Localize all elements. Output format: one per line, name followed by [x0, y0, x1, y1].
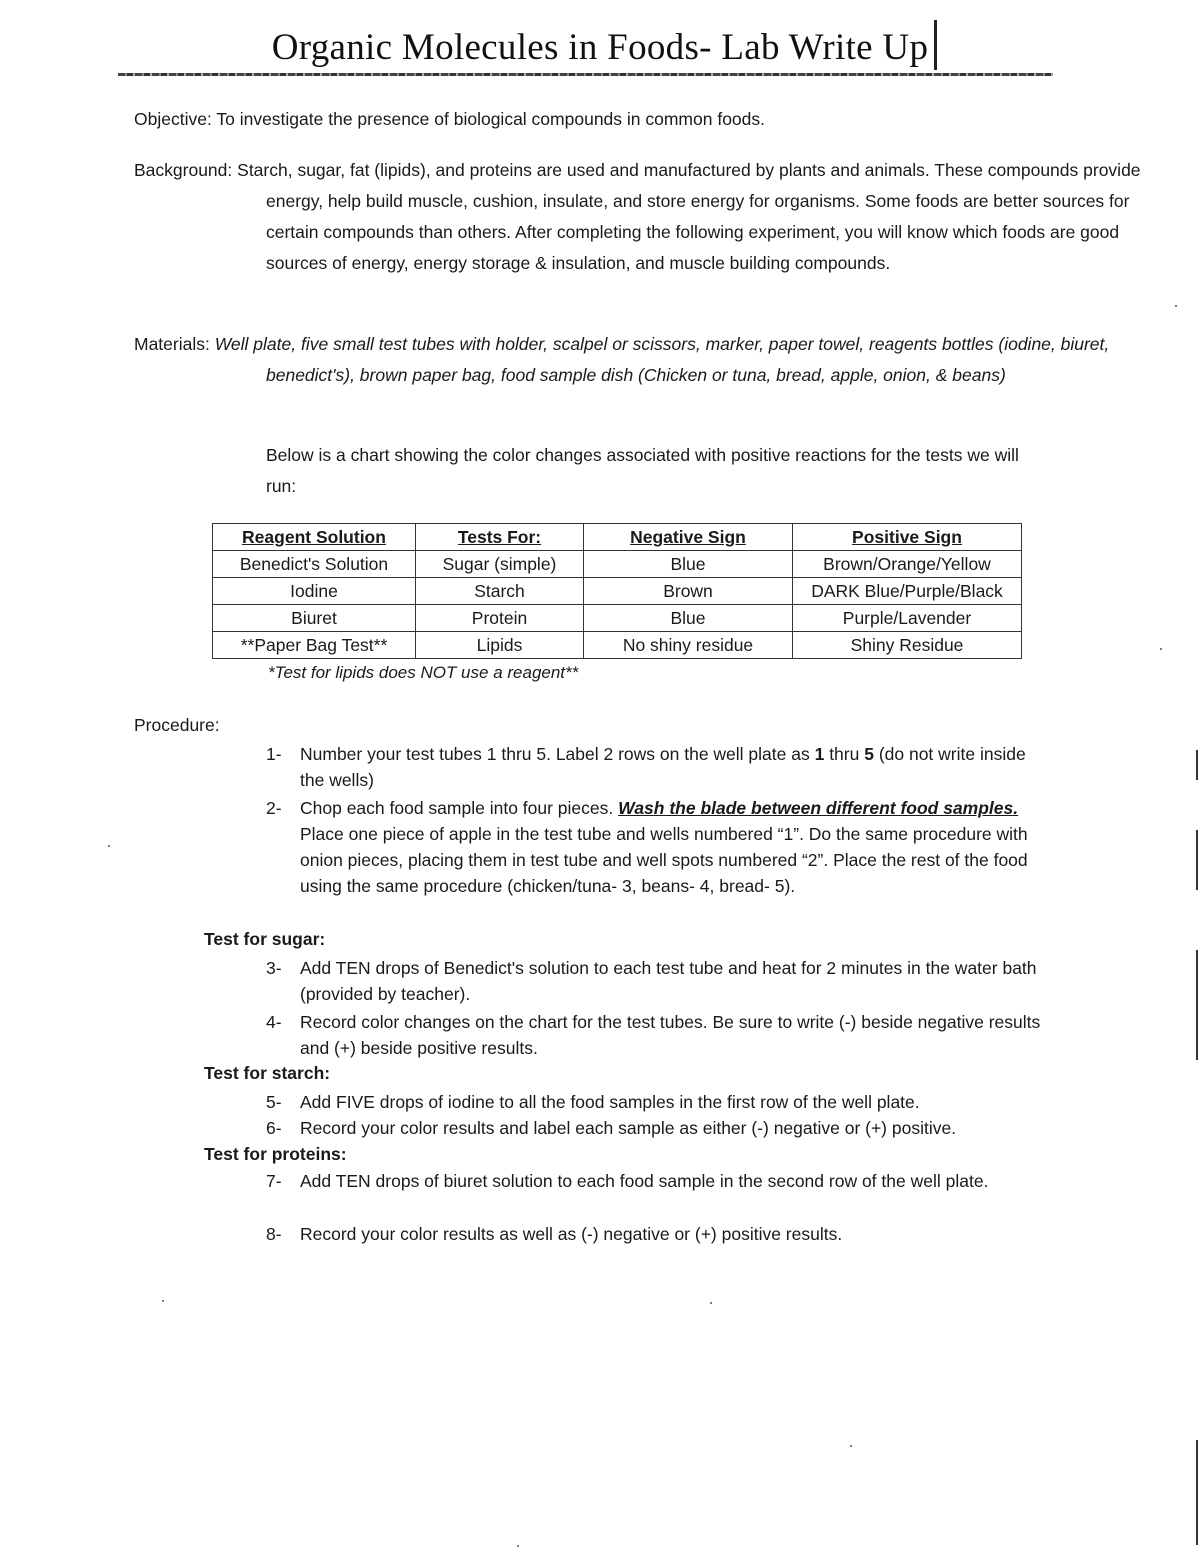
step-text: Chop each food sample into four pieces. Wash the blade between different food samples. Place one piece of apple in the test tube and wells numbered “1”. Do the same procedure with onion pieces, placing them in test tube and well spots numbered “2”. Place the rest of the food using the same procedure (chicken/tuna- 3, beans- 4, bread- 5).	[300, 798, 1028, 896]
scan-speck	[517, 1545, 519, 1547]
table-cell: Shiny Residue	[793, 632, 1022, 659]
materials-text: Well plate, five small test tubes with holder, scalpel or scissors, marker, paper towel, reagents bottles (iodine, biuret, benedict's), brown paper bag, food sample dish (Chicken or tuna, bread, apple, onion, & beans)	[214, 334, 1110, 385]
materials-paragraph	[134, 329, 1166, 391]
procedure-step	[266, 1115, 1046, 1141]
step-number: 5-	[266, 1092, 282, 1112]
step-number: 7-	[266, 1171, 282, 1191]
procedure-step	[266, 795, 1046, 899]
step-text: Add TEN drops of Benedict's solution to each test tube and heat for 2 minutes in the water bath (provided by teacher).	[300, 958, 1037, 1004]
background-label: Background:	[134, 160, 233, 180]
table-cell: **Paper Bag Test**	[213, 632, 416, 659]
objective-paragraph	[134, 104, 1064, 135]
table-cell: DARK Blue/Purple/Black	[793, 578, 1022, 605]
page-title: Organic Molecules in Foods- Lab Write Up	[271, 27, 929, 68]
scan-speck	[1160, 648, 1162, 650]
step-number: 8-	[266, 1224, 282, 1244]
color-change-table	[212, 523, 1022, 659]
chart-footnote: *Test for lipids does NOT use a reagent**	[268, 663, 579, 682]
step-number: 4-	[266, 1012, 282, 1032]
header-tests-for: Tests For:	[416, 524, 584, 551]
scan-speck	[1175, 305, 1177, 307]
subhead-test-sugar: Test for sugar:	[204, 929, 326, 949]
table-row	[213, 551, 1022, 578]
title-margin-bar	[934, 20, 937, 70]
table-cell: Lipids	[416, 632, 584, 659]
table-cell: Purple/Lavender	[793, 605, 1022, 632]
table-cell: Protein	[416, 605, 584, 632]
scan-speck	[710, 1302, 712, 1304]
scan-speck	[162, 1300, 164, 1302]
table-cell: Benedict's Solution	[213, 551, 416, 578]
procedure-step	[266, 1089, 1046, 1115]
step-number: 2-	[266, 798, 282, 818]
title-underline-rule	[118, 73, 1053, 76]
scan-speck	[108, 845, 110, 847]
chart-intro-paragraph: Below is a chart showing the color changes associated with positive reactions for the tests we will run:	[266, 445, 1019, 496]
step-text: Record your color results and label each sample as either (-) negative or (+) positive.	[300, 1118, 957, 1138]
scan-edge-mark	[1196, 750, 1198, 780]
materials-label: Materials:	[134, 334, 210, 354]
objective-label: Objective:	[134, 109, 212, 129]
wash-blade-emphasis: Wash the blade between different food samples.	[618, 798, 1019, 818]
procedure-step	[266, 741, 1046, 793]
table-cell: Blue	[584, 551, 793, 578]
table-cell: Biuret	[213, 605, 416, 632]
procedure-label: Procedure:	[134, 715, 220, 735]
table-row	[213, 632, 1022, 659]
step-text: Record your color results as well as (-) negative or (+) positive results.	[300, 1224, 843, 1244]
step-text: Record color changes on the chart for the test tubes. Be sure to write (-) beside negative results and (+) beside positive results.	[300, 1012, 1041, 1058]
subhead-test-proteins: Test for proteins:	[204, 1144, 347, 1164]
scan-speck	[850, 1445, 852, 1447]
procedure-step	[266, 955, 1046, 1007]
step-number: 3-	[266, 958, 282, 978]
table-cell: Blue	[584, 605, 793, 632]
subhead-test-starch: Test for starch:	[204, 1063, 331, 1083]
header-reagent-solution: Reagent Solution	[213, 524, 416, 551]
step-text: Number your test tubes 1 thru 5. Label 2 rows on the well plate as 1 thru 5 (do not write inside the wells)	[300, 744, 1026, 790]
table-cell: No shiny residue	[584, 632, 793, 659]
scan-edge-mark	[1196, 950, 1198, 1060]
step-text: Add TEN drops of biuret solution to each food sample in the second row of the well plate.	[300, 1171, 989, 1191]
scan-edge-mark	[1196, 830, 1198, 890]
header-positive-sign: Positive Sign	[793, 524, 1022, 551]
table-cell: Starch	[416, 578, 584, 605]
background-paragraph	[134, 155, 1166, 279]
table-cell: Iodine	[213, 578, 416, 605]
step-text: Add FIVE drops of iodine to all the food samples in the first row of the well plate.	[300, 1092, 920, 1112]
table-row	[213, 605, 1022, 632]
table-header-row	[213, 524, 1022, 551]
step-number: 1-	[266, 744, 282, 764]
procedure-step	[266, 1168, 1046, 1194]
procedure-step	[266, 1009, 1046, 1061]
background-text: Starch, sugar, fat (lipids), and proteins are used and manufactured by plants and animals. These compounds provide energy, help build muscle, cushion, insulate, and store energy for organisms. Some foods are better sources for certain compounds than others. After completing the following experiment, you will know which foods are good sources of energy, energy storage & insulation, and muscle building compounds.	[237, 160, 1141, 273]
table-cell: Brown/Orange/Yellow	[793, 551, 1022, 578]
step-number: 6-	[266, 1118, 282, 1138]
table-cell: Brown	[584, 578, 793, 605]
scan-edge-mark	[1196, 1440, 1198, 1545]
table-row	[213, 578, 1022, 605]
procedure-step	[266, 1221, 1046, 1247]
objective-text: To investigate the presence of biological compounds in common foods.	[216, 109, 766, 129]
header-negative-sign: Negative Sign	[584, 524, 793, 551]
table-cell: Sugar (simple)	[416, 551, 584, 578]
